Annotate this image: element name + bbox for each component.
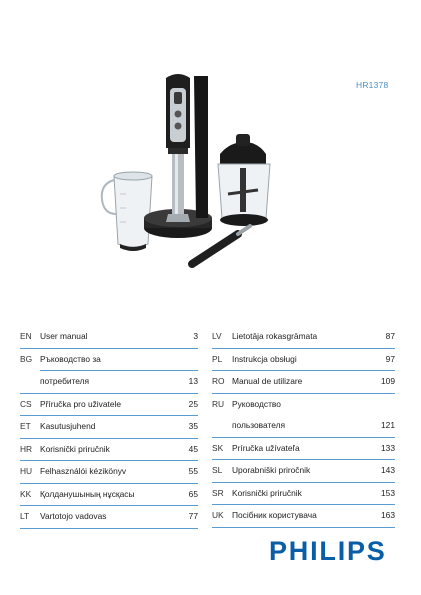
toc-entry-sl[interactable] <box>212 460 395 483</box>
toc-title: Instrukcja obsługi <box>232 353 297 364</box>
model-number: HR1378 <box>356 80 389 90</box>
lang-code: RU <box>212 398 225 409</box>
toc-page: 87 <box>385 331 395 341</box>
toc-title: Lietotāja rokasgrāmata <box>232 331 318 341</box>
lang-code: HR <box>20 443 33 454</box>
toc-title: Příručka pro uživatele <box>40 398 121 409</box>
toc-title: Қолданушының нұсқасы <box>40 488 135 499</box>
toc-title-continued: потребителя <box>40 376 90 386</box>
toc-title: User manual <box>40 331 88 341</box>
toc-page: 3 <box>193 331 198 341</box>
toc-title: Ръководство за <box>40 349 198 372</box>
lang-code: LV <box>212 331 222 341</box>
toc-entry-kk[interactable] <box>20 484 198 507</box>
toc-entry-lt[interactable] <box>20 506 198 529</box>
lang-code: LT <box>20 511 30 521</box>
lang-code: ET <box>20 421 31 431</box>
toc-page: 25 <box>188 398 198 409</box>
stand-pole <box>194 76 208 218</box>
lang-code: EN <box>20 331 32 341</box>
lang-code: SK <box>212 442 224 453</box>
toc-entry-uk[interactable] <box>212 505 395 528</box>
measuring-beaker <box>102 172 152 251</box>
toc-entry-ru[interactable] <box>212 394 395 438</box>
toc-page: 55 <box>188 466 198 476</box>
toc-entry-pl[interactable] <box>212 349 395 372</box>
lang-code: UK <box>212 510 224 520</box>
toc-entry-bg[interactable] <box>20 349 198 394</box>
toc-entry-en[interactable] <box>20 326 198 349</box>
toc-page: 109 <box>381 376 395 386</box>
lang-code: CS <box>20 398 32 409</box>
toc-title: Korisnički priručnik <box>232 487 302 498</box>
toc-title-continued: пользователя <box>232 420 286 430</box>
toc-title: Príručka užívateľa <box>232 442 300 453</box>
toc-title: Посібник користувача <box>232 510 317 520</box>
toc-page: 153 <box>381 487 395 498</box>
motor-unit <box>166 74 190 154</box>
philips-logo: PHILIPS <box>269 536 387 566</box>
toc-page: 121 <box>381 420 395 430</box>
toc-page: 35 <box>188 421 198 431</box>
lang-code: RO <box>212 376 225 386</box>
lang-code: PL <box>212 353 223 364</box>
toc-entry-ro[interactable] <box>212 371 395 394</box>
toc-page: 13 <box>188 376 198 386</box>
toc-page: 163 <box>381 510 395 520</box>
toc-title: Uporabniški priročnik <box>232 465 311 475</box>
toc-title: Manual de utilizare <box>232 376 303 386</box>
lang-code: HU <box>20 466 33 476</box>
lang-code: KK <box>20 488 32 499</box>
chopper-bowl <box>218 134 270 226</box>
toc-page: 133 <box>381 442 395 453</box>
product-illustration <box>90 68 350 283</box>
toc-entry-et[interactable] <box>20 416 198 439</box>
toc-left-column <box>20 326 198 529</box>
toc-title: Kasutusjuhend <box>40 421 96 431</box>
toc-title: Руководство <box>232 398 281 409</box>
lang-code: SL <box>212 465 223 475</box>
toc-entry-cs[interactable] <box>20 394 198 417</box>
toc-entry-hr[interactable] <box>20 439 198 462</box>
toc-page: 45 <box>188 443 198 454</box>
toc-title: Felhasználói kézikönyv <box>40 466 127 476</box>
toc-page: 77 <box>188 511 198 521</box>
toc-entry-sk[interactable] <box>212 438 395 461</box>
toc-entry-lv[interactable] <box>212 326 395 349</box>
lang-code: SR <box>212 487 224 498</box>
lang-code: BG <box>20 353 33 364</box>
toc-entry-hu[interactable] <box>20 461 198 484</box>
toc-page: 143 <box>381 465 395 475</box>
toc-title: Korisnički priručnik <box>40 443 110 454</box>
toc-title: Vartotojo vadovas <box>40 511 107 521</box>
toc-page: 97 <box>385 353 395 364</box>
toc-page: 65 <box>188 488 198 499</box>
toc-entry-sr[interactable] <box>212 483 395 506</box>
toc-right-column <box>212 326 395 528</box>
